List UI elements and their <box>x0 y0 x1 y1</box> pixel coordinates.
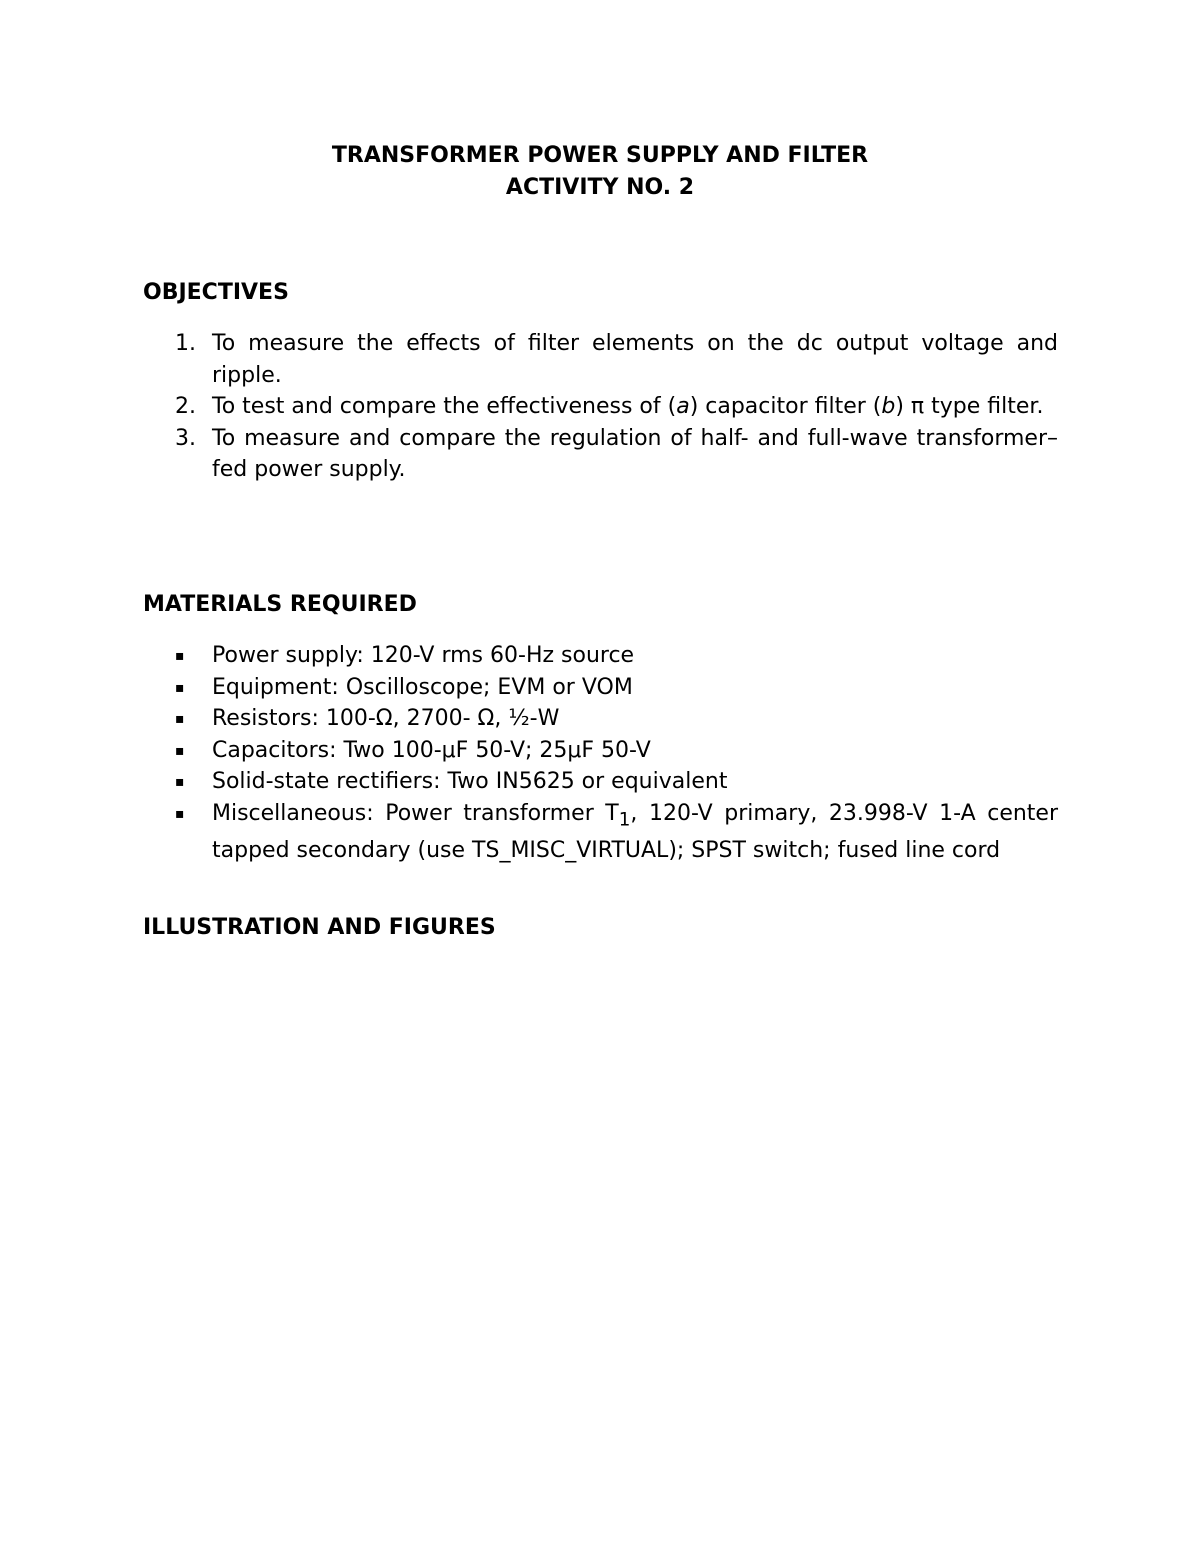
objectives-list <box>143 328 1058 486</box>
material-item <box>143 766 1058 798</box>
activity-number: ACTIVITY NO. 2 <box>505 175 695 200</box>
subscript: 1 <box>618 808 631 830</box>
material-item <box>143 798 1058 867</box>
bullet-icon: ▪ <box>175 774 185 790</box>
material-text: Capacitors: Two 100-μF 50-V; 25μF 50-V <box>212 737 651 763</box>
material-item <box>143 672 1058 704</box>
material-text-part: , 120-V primary, 23.998-V 1-A center tapped secondary (use TS_MISC_VIRTUAL); SPST switch; fused line cord <box>212 800 1059 864</box>
list-number: 2. <box>175 394 196 419</box>
bullet-icon: ▪ <box>175 679 185 696</box>
material-item <box>143 640 1058 672</box>
materials-list <box>143 640 1058 867</box>
bullet-icon: ▪ <box>175 742 185 759</box>
italic-a: a <box>676 394 690 419</box>
objective-text-part: ) capacitor filter ( <box>689 394 882 419</box>
objectives-heading: OBJECTIVES <box>143 280 289 305</box>
material-text: Power supply: 120-V rms 60-Hz source <box>212 643 635 668</box>
material-item <box>143 703 1058 735</box>
material-text: Resistors: 100-Ω, 2700- Ω, ½-W <box>212 706 560 731</box>
objective-item <box>143 391 1058 423</box>
list-number: 3. <box>175 425 196 451</box>
bullet-icon: ▪ <box>175 805 185 822</box>
objective-text-part: To test and compare the effectiveness of ( <box>212 394 677 419</box>
list-number: 1. <box>175 331 196 356</box>
materials-heading: MATERIALS REQUIRED <box>143 592 417 617</box>
objective-text: To measure the effects of filter elements on the dc output voltage and ripple. <box>212 331 1058 388</box>
objective-text: To measure and compare the regulation of half- and full-wave transformer–fed power supply. <box>212 425 1058 482</box>
bullet-icon: ▪ <box>175 711 185 727</box>
objective-text-part: ) π type filter. <box>895 394 1044 419</box>
document-title: TRANSFORMER POWER SUPPLY AND FILTER <box>331 143 869 168</box>
objective-item <box>143 328 1058 391</box>
illustration-heading: ILLUSTRATION AND FIGURES <box>143 915 496 940</box>
material-text <box>212 801 1058 864</box>
material-item <box>143 735 1058 767</box>
italic-b: b <box>881 394 896 419</box>
material-text: Equipment: Oscilloscope; EVM or VOM <box>212 674 633 700</box>
objective-text <box>212 394 1043 419</box>
bullet-icon: ▪ <box>175 648 185 664</box>
material-text: Solid-state rectifiers: Two IN5625 or equivalent <box>212 769 728 794</box>
objective-item <box>143 423 1058 486</box>
material-text-part: Miscellaneous: Power transformer T <box>212 800 619 826</box>
